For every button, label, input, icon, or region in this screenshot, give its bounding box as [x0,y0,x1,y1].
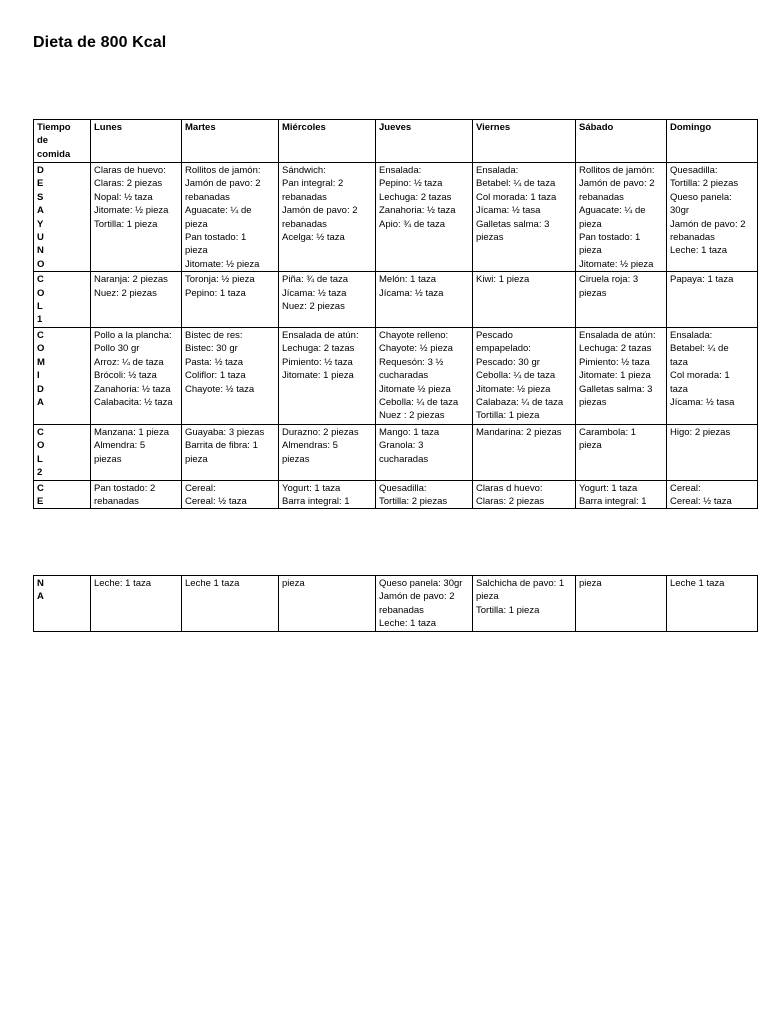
column-header: Tiempo de comida [34,120,91,163]
table-cell: Leche 1 taza [182,576,279,632]
table-cell: Ensalada: Betabel: ¼ de taza Col morada: 1 taza Jícama: ½ tasa Galletas salma: 3 piezas [473,163,576,272]
table-cell: pieza [279,576,376,632]
table-cell: Salchicha de pavo: 1 pieza Tortilla: 1 pieza [473,576,576,632]
column-header: Sábado [576,120,667,163]
column-header: Viernes [473,120,576,163]
diet-table-continued [33,575,758,632]
diet-table [33,119,758,509]
table-row [34,480,758,509]
column-header: Miércoles [279,120,376,163]
meal-time-label: C O L 1 [34,272,91,328]
table-row [34,576,758,632]
table-cell: Naranja: 2 piezas Nuez: 2 piezas [91,272,182,328]
table-cell: Ensalada: Pepino: ½ taza Lechuga: 2 tazas Zanahoria: ½ taza Apio: ¾ de taza [376,163,473,272]
table-cell: Yogurt: 1 taza Barra integral: 1 [279,480,376,509]
table-row [34,424,758,480]
table-cell: Leche: 1 taza [91,576,182,632]
table-cell: Ensalada: Betabel: ¼ de taza Col morada: 1 taza Jícama: ½ tasa [667,327,758,424]
table-cell: Toronja: ½ pieza Pepino: 1 taza [182,272,279,328]
table-cell: Pan tostado: 2 rebanadas [91,480,182,509]
table-cell: Kiwi: 1 pieza [473,272,576,328]
table-cell: Pollo a la plancha: Pollo 30 gr Arroz: ¼ de taza Brócoli: ½ taza Zanahoria: ½ taza Calabacita: ½ taza [91,327,182,424]
meal-time-label: C O L 2 [34,424,91,480]
table-cell: Claras de huevo: Claras: 2 piezas Nopal: ½ taza Jitomate: ½ pieza Tortilla: 1 pieza [91,163,182,272]
table-cell: Higo: 2 piezas [667,424,758,480]
table-cell: Mandarina: 2 piezas [473,424,576,480]
header-row [34,120,758,163]
table-cell: Mango: 1 taza Granola: 3 cucharadas [376,424,473,480]
meal-time-label: N A [34,576,91,632]
table-cell: Guayaba: 3 piezas Barrita de fibra: 1 pieza [182,424,279,480]
table-row [34,327,758,424]
table-cell: Quesadilla: Tortilla: 2 piezas Queso panela: 30gr Jamón de pavo: 2 rebanadas Leche: 1 taza [667,163,758,272]
table-cell: Ensalada de atún: Lechuga: 2 tazas Pimiento: ½ taza Jitomate: 1 pieza Galletas salma: 3 piezas [576,327,667,424]
table-cell: Ciruela roja: 3 piezas [576,272,667,328]
table-cell: Sándwich: Pan integral: 2 rebanadas Jamón de pavo: 2 rebanadas Acelga: ½ taza [279,163,376,272]
table-cell: Yogurt: 1 taza Barra integral: 1 [576,480,667,509]
table-cell: Chayote relleno: Chayote: ½ pieza Requesón: 3 ½ cucharadas Jitomate ½ pieza Cebolla: ¼ de taza Nuez : 2 piezas [376,327,473,424]
meal-time-label: C E [34,480,91,509]
table-cell: Manzana: 1 pieza Almendra: 5 piezas [91,424,182,480]
table-cell: Papaya: 1 taza [667,272,758,328]
column-header: Martes [182,120,279,163]
table-cell: Melón: 1 taza Jícama: ½ taza [376,272,473,328]
meal-time-label: C O M I D A [34,327,91,424]
column-header: Lunes [91,120,182,163]
table-cell: Leche 1 taza [667,576,758,632]
table-cell: Durazno: 2 piezas Almendras: 5 piezas [279,424,376,480]
table-row [34,163,758,272]
page-title: Dieta de 800 Kcal [33,34,167,51]
table-cell: Rollitos de jamón: Jamón de pavo: 2 rebanadas Aguacate: ¼ de pieza Pan tostado: 1 pieza Jitomate: ½ pieza [182,163,279,272]
table-cell: Claras d huevo: Claras: 2 piezas [473,480,576,509]
table-cell: Rollitos de jamón: Jamón de pavo: 2 rebanadas Aguacate: ¼ de pieza Pan tostado: 1 pieza Jitomate: ½ pieza [576,163,667,272]
table-cell: pieza [576,576,667,632]
column-header: Jueves [376,120,473,163]
table-cell: Cereal: Cereal: ½ taza [667,480,758,509]
table-cell: Queso panela: 30gr Jamón de pavo: 2 rebanadas Leche: 1 taza [376,576,473,632]
table-cell: Piña: ¾ de taza Jícama: ½ taza Nuez: 2 piezas [279,272,376,328]
table-cell: Cereal: Cereal: ½ taza [182,480,279,509]
column-header: Domingo [667,120,758,163]
table-row [34,272,758,328]
table-cell: Quesadilla: Tortilla: 2 piezas [376,480,473,509]
meal-time-label: D E S A Y U N O [34,163,91,272]
table-cell: Bistec de res: Bistec: 30 gr Pasta: ½ taza Coliflor: 1 taza Chayote: ½ taza [182,327,279,424]
table-cell: Carambola: 1 pieza [576,424,667,480]
table-cell: Ensalada de atún: Lechuga: 2 tazas Pimiento: ½ taza Jitomate: 1 pieza [279,327,376,424]
table-cell: Pescado empapelado: Pescado: 30 gr Cebolla: ¼ de taza Jitomate: ½ pieza Calabaza: ¼ de taza Tortilla: 1 pieza [473,327,576,424]
